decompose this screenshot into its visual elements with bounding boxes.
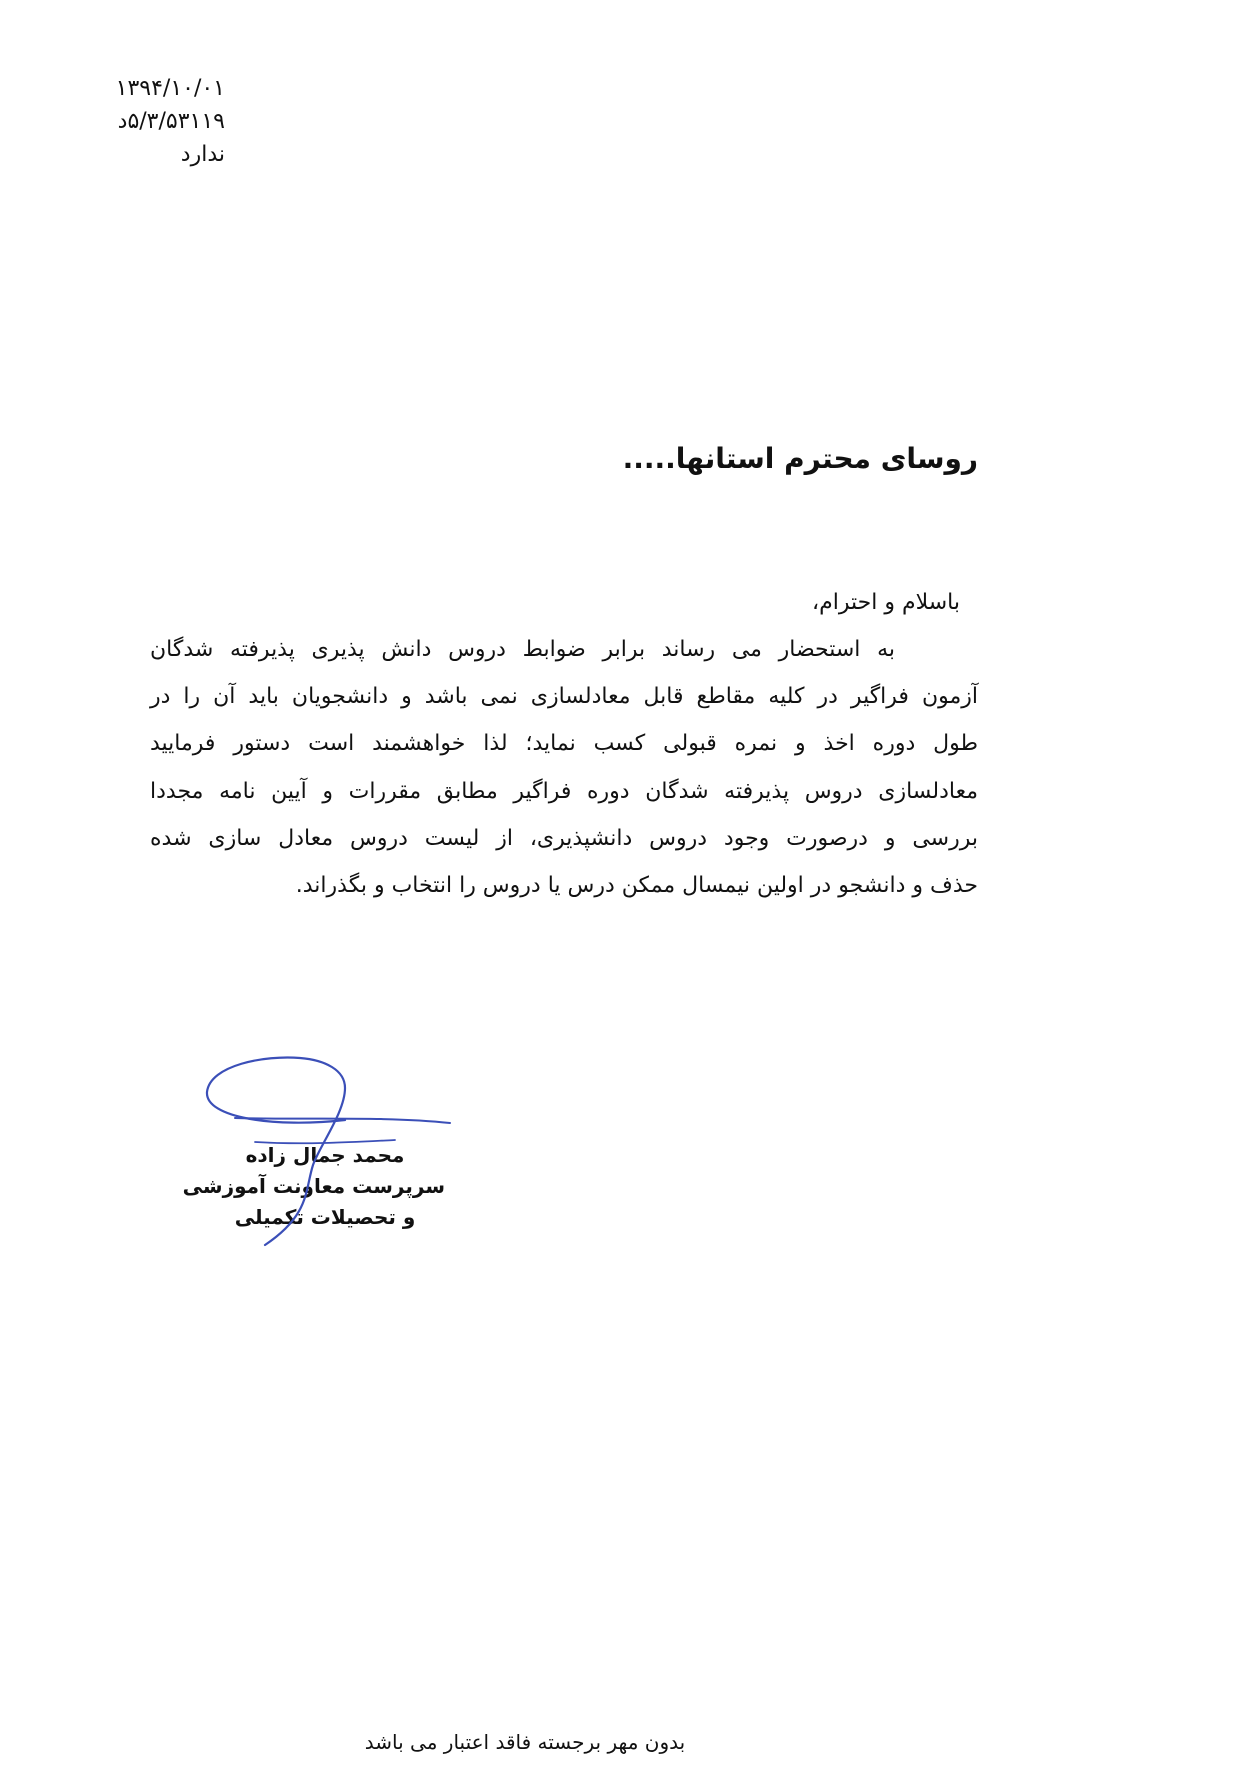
handwritten-signature — [182, 1050, 470, 1250]
greeting: باسلام و احترام، — [812, 590, 960, 615]
footer-validity-note: بدون مهر برجسته فاقد اعتبار می باشد — [364, 1730, 686, 1754]
signatory-title-2: و تحصیلات تکمیلی — [234, 1205, 416, 1229]
signatory-name: محمد جمال زاده — [245, 1143, 405, 1167]
letter-number: ۵/۳/۵۳۱۱۹د — [117, 109, 225, 134]
letter-date: ۱۳۹۴/۱۰/۰۱ — [115, 76, 225, 101]
letter-attachment: ندارد — [180, 142, 225, 167]
body-line-4: معادلسازی دروس پذیرفته شدگان دوره فراگیر مطابق مقررات و آیین نامه مجددا — [150, 779, 978, 804]
signatory-title-1: سرپرست معاونت آموزشی — [182, 1174, 445, 1198]
body-line-3: طول دوره اخذ و نمره قبولی کسب نماید؛ لذا خواهشمند است دستور فرمایید — [150, 731, 978, 756]
body-line-1: به استحضار می رساند برابر ضوابط دروس دانش پذیری پذیرفته شدگان — [150, 637, 895, 662]
body-line-5: بررسی و درصورت وجود دروس دانشپذیری، از لیست دروس معادل سازی شده — [150, 826, 978, 851]
body-line-2: آزمون فراگیر در کلیه مقاطع قابل معادلسازی نمی باشد و دانشجویان باید آن را در — [150, 684, 978, 709]
body-line-6: حذف و دانشجو در اولین نیمسال ممکن درس یا دروس را انتخاب و بگذراند. — [295, 873, 978, 898]
salutation: روسای محترم استانها..... — [622, 442, 978, 475]
letter-meta — [100, 72, 225, 171]
